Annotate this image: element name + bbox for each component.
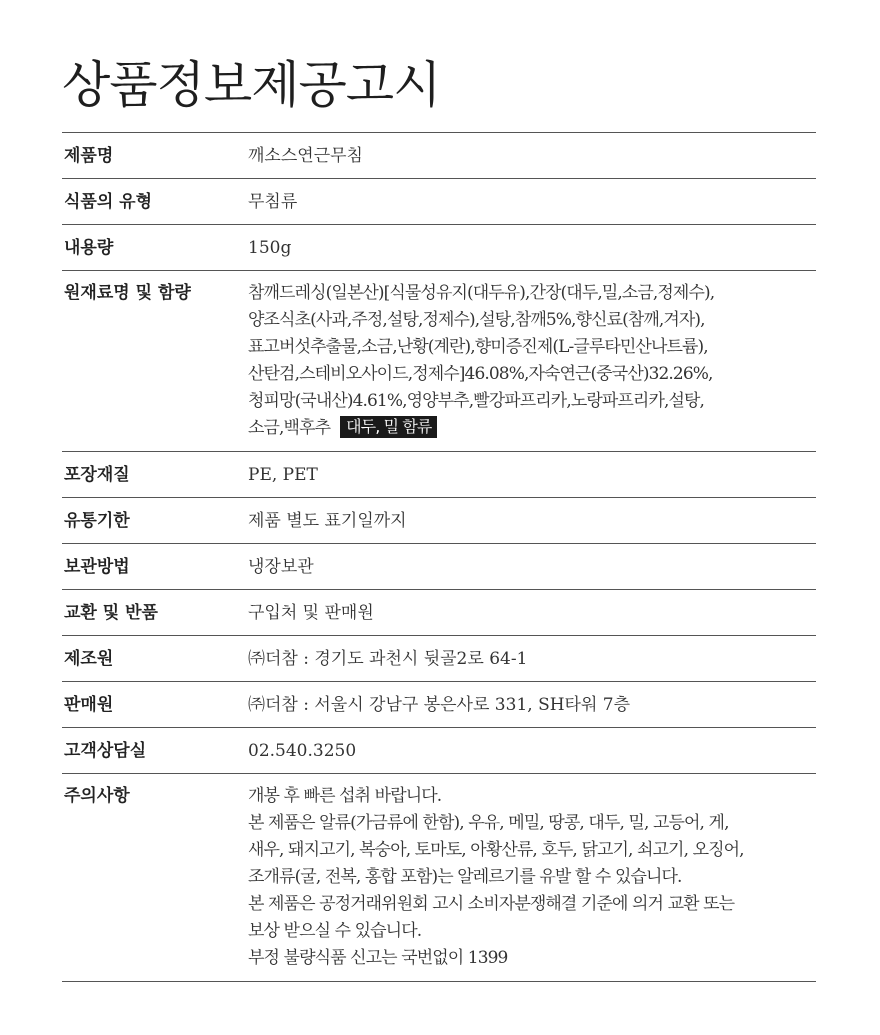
row-value: 02.540.3250 bbox=[248, 740, 357, 761]
row-label: 포장재질 bbox=[64, 464, 130, 485]
ingredients-line: 양조식초(사과,주정,설탕,정제수),설탕,참깨5%,향신료(참깨,겨자), bbox=[248, 310, 705, 330]
row-label: 내용량 bbox=[64, 237, 114, 258]
ingredients-line: 참깨드레싱(일본산)[식물성유지(대두유),간장(대두,밀,소금,정제수), bbox=[248, 283, 715, 303]
ingredients-last-line bbox=[248, 415, 816, 442]
row-caution bbox=[62, 774, 816, 982]
row-label: 보관방법 bbox=[64, 556, 130, 577]
row-packaging bbox=[62, 452, 816, 498]
row-seller bbox=[62, 682, 816, 728]
row-value: 150g bbox=[248, 237, 292, 258]
row-label: 원재료명 및 함량 bbox=[64, 283, 191, 303]
row-value: 제품 별도 표기일까지 bbox=[248, 510, 407, 531]
row-storage bbox=[62, 544, 816, 590]
row-value: PE, PET bbox=[248, 464, 318, 485]
ingredients-line: 산탄검,스테비오사이드,정제수]46.08%,자숙연근(중국산)32.26%, bbox=[248, 364, 713, 384]
row-label: 유통기한 bbox=[64, 510, 130, 531]
row-volume bbox=[62, 225, 816, 271]
ingredients-text bbox=[248, 280, 816, 442]
ingredients-line: 표고버섯추출물,소금,난황(계란),향미증진제(L-글루타민산나트륨), bbox=[248, 337, 708, 357]
page-title: 상품정보제공고시 bbox=[62, 56, 441, 114]
ingredients-line: 청피망(국내산)4.61%,영양부추,빨강파프리카,노랑파프리카,설탕, bbox=[248, 391, 705, 411]
row-customer-center bbox=[62, 728, 816, 774]
row-label: 교환 및 반품 bbox=[64, 602, 158, 623]
caution-line: 개봉 후 빠른 섭취 바랍니다. bbox=[248, 786, 442, 806]
row-value: 구입처 및 판매원 bbox=[248, 602, 374, 623]
row-label: 판매원 bbox=[64, 694, 114, 715]
caution-line: 조개류(굴, 전복, 홍합 포함)는 알레르기를 유발 할 수 있습니다. bbox=[248, 867, 682, 887]
row-value: 무침류 bbox=[248, 191, 298, 212]
row-label: 제조원 bbox=[64, 648, 114, 669]
row-value: 냉장보관 bbox=[248, 556, 314, 577]
row-label: 고객상담실 bbox=[64, 740, 147, 761]
row-value: 깨소스연근무침 bbox=[248, 145, 363, 166]
row-label: 제품명 bbox=[64, 145, 114, 166]
ingredients-line: 소금,백후추 bbox=[248, 418, 331, 438]
caution-line: 본 제품은 공정거래위원회 고시 소비자분쟁해결 기준에 의거 교환 또는 bbox=[248, 894, 735, 914]
row-value: ㈜더참 : 경기도 과천시 뒷골2로 64-1 bbox=[248, 648, 528, 669]
product-info-table bbox=[62, 132, 816, 982]
allergen-badge: 대두, 밀 함류 bbox=[340, 416, 437, 438]
row-manufacturer bbox=[62, 636, 816, 682]
row-ingredients bbox=[62, 271, 816, 452]
row-value: ㈜더참 : 서울시 강남구 봉은사로 331, SH타워 7층 bbox=[248, 694, 631, 715]
caution-line: 보상 받으실 수 있습니다. bbox=[248, 921, 422, 941]
row-label: 식품의 유형 bbox=[64, 191, 153, 212]
row-label: 주의사항 bbox=[64, 786, 130, 806]
caution-line: 본 제품은 알류(가금류에 한함), 우유, 메밀, 땅콩, 대두, 밀, 고등어, 게, bbox=[248, 813, 729, 833]
row-product-name bbox=[62, 133, 816, 179]
row-food-type bbox=[62, 179, 816, 225]
row-exchange bbox=[62, 590, 816, 636]
caution-line: 새우, 돼지고기, 복숭아, 토마토, 아황산류, 호두, 닭고기, 쇠고기, 오징어, bbox=[248, 840, 744, 860]
caution-text bbox=[248, 783, 816, 972]
row-expiry bbox=[62, 498, 816, 544]
caution-line: 부정 불량식품 신고는 국번없이 1399 bbox=[248, 948, 508, 968]
